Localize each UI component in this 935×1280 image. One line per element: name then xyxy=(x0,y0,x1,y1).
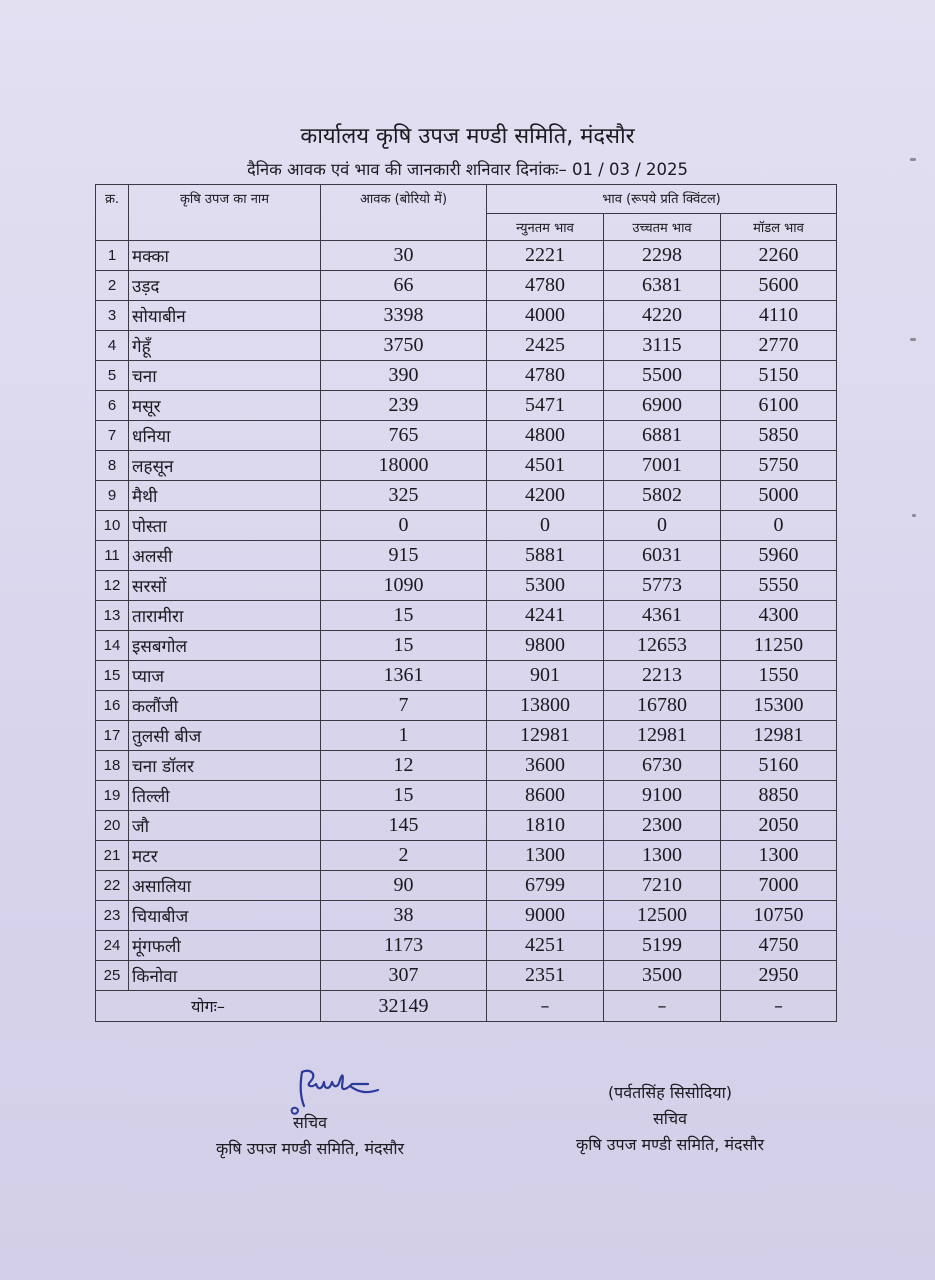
row-crop-name: जौ xyxy=(129,811,321,841)
row-min-price: 9800 xyxy=(487,631,604,661)
total-arrival: 32149 xyxy=(321,991,487,1022)
row-arrival: 325 xyxy=(321,481,487,511)
document-subtitle: दैनिक आवक एवं भाव की जानकारी शनिवार दिनांकः– 01 / 03 / 2025 xyxy=(246,160,689,179)
row-serial: 23 xyxy=(96,901,129,931)
row-modal-price: 1300 xyxy=(721,841,837,871)
row-serial: 3 xyxy=(96,301,129,331)
row-modal-price: 4110 xyxy=(721,301,837,331)
row-min-price: 1300 xyxy=(487,841,604,871)
left-office: कृषि उपज मण्डी समिति, मंदसौर xyxy=(215,1139,405,1158)
row-crop-name: तुलसी बीज xyxy=(129,721,321,751)
row-serial: 5 xyxy=(96,361,129,391)
row-arrival: 12 xyxy=(321,751,487,781)
row-crop-name: गेहूँ xyxy=(129,331,321,361)
row-arrival: 239 xyxy=(321,391,487,421)
row-max-price: 1300 xyxy=(604,841,721,871)
row-arrival: 1090 xyxy=(321,571,487,601)
row-min-price: 9000 xyxy=(487,901,604,931)
row-arrival: 307 xyxy=(321,961,487,991)
row-serial: 21 xyxy=(96,841,129,871)
row-max-price: 4361 xyxy=(604,601,721,631)
row-modal-price: 5550 xyxy=(721,571,837,601)
row-max-price: 12653 xyxy=(604,631,721,661)
right-office: कृषि उपज मण्डी समिति, मंदसौर xyxy=(575,1135,765,1154)
row-max-price: 6900 xyxy=(604,391,721,421)
header-min-price: न्युनतम भाव xyxy=(487,214,604,241)
row-max-price: 5773 xyxy=(604,571,721,601)
row-crop-name: पोस्ता xyxy=(129,511,321,541)
row-crop-name: अलसी xyxy=(129,541,321,571)
table-row xyxy=(96,241,837,271)
row-min-price: 5471 xyxy=(487,391,604,421)
row-serial: 8 xyxy=(96,451,129,481)
row-min-price: 5881 xyxy=(487,541,604,571)
row-max-price: 3115 xyxy=(604,331,721,361)
row-arrival: 7 xyxy=(321,691,487,721)
row-modal-price: 7000 xyxy=(721,871,837,901)
row-crop-name: मैथी xyxy=(129,481,321,511)
row-modal-price: 4300 xyxy=(721,601,837,631)
row-arrival: 1361 xyxy=(321,661,487,691)
total-modal: – xyxy=(721,991,837,1022)
row-serial: 22 xyxy=(96,871,129,901)
row-crop-name: सरसों xyxy=(129,571,321,601)
table-row xyxy=(96,631,837,661)
row-arrival: 145 xyxy=(321,811,487,841)
row-modal-price: 5960 xyxy=(721,541,837,571)
row-arrival: 0 xyxy=(321,511,487,541)
row-serial: 12 xyxy=(96,571,129,601)
row-max-price: 7001 xyxy=(604,451,721,481)
row-serial: 16 xyxy=(96,691,129,721)
row-serial: 14 xyxy=(96,631,129,661)
table-header xyxy=(96,185,837,241)
row-max-price: 5500 xyxy=(604,361,721,391)
row-min-price: 4200 xyxy=(487,481,604,511)
row-modal-price: 2260 xyxy=(721,241,837,271)
paper-speck xyxy=(910,338,916,341)
row-arrival: 765 xyxy=(321,421,487,451)
row-arrival: 90 xyxy=(321,871,487,901)
row-arrival: 38 xyxy=(321,901,487,931)
row-modal-price: 2950 xyxy=(721,961,837,991)
table-row xyxy=(96,901,837,931)
table-row xyxy=(96,661,837,691)
row-min-price: 4251 xyxy=(487,931,604,961)
row-serial: 7 xyxy=(96,421,129,451)
header-arrival: आवक (बोरियो में) xyxy=(321,185,487,241)
row-max-price: 12981 xyxy=(604,721,721,751)
row-min-price: 4780 xyxy=(487,361,604,391)
row-min-price: 901 xyxy=(487,661,604,691)
header-crop-name: कृषि उपज का नाम xyxy=(129,185,321,241)
row-max-price: 12500 xyxy=(604,901,721,931)
row-max-price: 6381 xyxy=(604,271,721,301)
row-serial: 18 xyxy=(96,751,129,781)
row-serial: 15 xyxy=(96,661,129,691)
row-crop-name: लहसून xyxy=(129,451,321,481)
row-crop-name: मूंगफली xyxy=(129,931,321,961)
row-modal-price: 0 xyxy=(721,511,837,541)
row-serial: 13 xyxy=(96,601,129,631)
row-max-price: 2300 xyxy=(604,811,721,841)
row-serial: 11 xyxy=(96,541,129,571)
row-serial: 1 xyxy=(96,241,129,271)
right-signature-block xyxy=(520,1080,820,1158)
table-row xyxy=(96,841,837,871)
row-modal-price: 12981 xyxy=(721,721,837,751)
row-max-price: 16780 xyxy=(604,691,721,721)
row-max-price: 6881 xyxy=(604,421,721,451)
table-row xyxy=(96,481,837,511)
row-min-price: 5300 xyxy=(487,571,604,601)
row-crop-name: मटर xyxy=(129,841,321,871)
row-min-price: 2351 xyxy=(487,961,604,991)
table-row xyxy=(96,601,837,631)
row-max-price: 9100 xyxy=(604,781,721,811)
row-modal-price: 5750 xyxy=(721,451,837,481)
row-min-price: 4780 xyxy=(487,271,604,301)
row-min-price: 1810 xyxy=(487,811,604,841)
header-price-group: भाव (रूपये प्रति क्विंटल) xyxy=(487,185,837,214)
row-max-price: 2213 xyxy=(604,661,721,691)
total-min: – xyxy=(487,991,604,1022)
left-signature-block xyxy=(160,1110,460,1162)
row-min-price: 4501 xyxy=(487,451,604,481)
header-max-price: उच्चतम भाव xyxy=(604,214,721,241)
row-crop-name: चियाबीज xyxy=(129,901,321,931)
handwritten-signature xyxy=(290,1058,390,1118)
row-modal-price: 6100 xyxy=(721,391,837,421)
total-max: – xyxy=(604,991,721,1022)
row-modal-price: 5600 xyxy=(721,271,837,301)
row-crop-name: असालिया xyxy=(129,871,321,901)
row-arrival: 30 xyxy=(321,241,487,271)
row-crop-name: धनिया xyxy=(129,421,321,451)
table-body xyxy=(96,241,837,991)
table-row xyxy=(96,511,837,541)
row-arrival: 2 xyxy=(321,841,487,871)
header-modal-price: मॉडल भाव xyxy=(721,214,837,241)
row-min-price: 0 xyxy=(487,511,604,541)
row-max-price: 3500 xyxy=(604,961,721,991)
row-modal-price: 5850 xyxy=(721,421,837,451)
table-row xyxy=(96,781,837,811)
table-row xyxy=(96,571,837,601)
table-row xyxy=(96,871,837,901)
table-row xyxy=(96,751,837,781)
row-max-price: 2298 xyxy=(604,241,721,271)
row-arrival: 1173 xyxy=(321,931,487,961)
row-min-price: 6799 xyxy=(487,871,604,901)
table-row xyxy=(96,271,837,301)
table-row xyxy=(96,391,837,421)
paper-speck xyxy=(910,158,916,161)
row-crop-name: इसबगोल xyxy=(129,631,321,661)
row-serial: 6 xyxy=(96,391,129,421)
table-row xyxy=(96,541,837,571)
row-serial: 19 xyxy=(96,781,129,811)
header-serial: क्र. xyxy=(96,185,129,241)
row-modal-price: 15300 xyxy=(721,691,837,721)
price-table xyxy=(95,184,837,1022)
total-label: योगः– xyxy=(96,991,321,1022)
row-crop-name: मसूर xyxy=(129,391,321,421)
right-signatory-name: (पर्वतसिंह सिसोदिया) xyxy=(607,1083,733,1102)
row-modal-price: 10750 xyxy=(721,901,837,931)
row-crop-name: तारामीरा xyxy=(129,601,321,631)
row-min-price: 4000 xyxy=(487,301,604,331)
row-min-price: 8600 xyxy=(487,781,604,811)
row-serial: 9 xyxy=(96,481,129,511)
row-serial: 17 xyxy=(96,721,129,751)
row-max-price: 6031 xyxy=(604,541,721,571)
table-row xyxy=(96,451,837,481)
row-serial: 20 xyxy=(96,811,129,841)
row-min-price: 4241 xyxy=(487,601,604,631)
row-arrival: 18000 xyxy=(321,451,487,481)
row-arrival: 66 xyxy=(321,271,487,301)
row-serial: 2 xyxy=(96,271,129,301)
table-row xyxy=(96,331,837,361)
row-min-price: 4800 xyxy=(487,421,604,451)
row-modal-price: 1550 xyxy=(721,661,837,691)
table-row xyxy=(96,811,837,841)
row-modal-price: 2050 xyxy=(721,811,837,841)
row-crop-name: किनोवा xyxy=(129,961,321,991)
row-serial: 10 xyxy=(96,511,129,541)
row-arrival: 15 xyxy=(321,631,487,661)
table-row xyxy=(96,961,837,991)
row-min-price: 13800 xyxy=(487,691,604,721)
row-max-price: 5802 xyxy=(604,481,721,511)
row-crop-name: चना xyxy=(129,361,321,391)
row-serial: 24 xyxy=(96,931,129,961)
row-min-price: 2221 xyxy=(487,241,604,271)
paper-speck xyxy=(912,514,916,517)
row-crop-name: कलौंजी xyxy=(129,691,321,721)
row-serial: 4 xyxy=(96,331,129,361)
row-crop-name: तिल्ली xyxy=(129,781,321,811)
row-crop-name: मक्का xyxy=(129,241,321,271)
row-max-price: 5199 xyxy=(604,931,721,961)
row-max-price: 4220 xyxy=(604,301,721,331)
row-min-price: 12981 xyxy=(487,721,604,751)
row-arrival: 15 xyxy=(321,601,487,631)
row-arrival: 15 xyxy=(321,781,487,811)
left-designation: सचिव xyxy=(292,1113,328,1132)
table-row xyxy=(96,931,837,961)
row-min-price: 2425 xyxy=(487,331,604,361)
row-min-price: 3600 xyxy=(487,751,604,781)
row-modal-price: 2770 xyxy=(721,331,837,361)
row-arrival: 1 xyxy=(321,721,487,751)
row-crop-name: उड़द xyxy=(129,271,321,301)
row-crop-name: प्याज xyxy=(129,661,321,691)
document-title: कार्यालय कृषि उपज मण्डी समिति, मंदसौर xyxy=(300,124,635,149)
row-arrival: 390 xyxy=(321,361,487,391)
table-row xyxy=(96,691,837,721)
row-max-price: 6730 xyxy=(604,751,721,781)
row-arrival: 3750 xyxy=(321,331,487,361)
row-crop-name: सोयाबीन xyxy=(129,301,321,331)
table-row xyxy=(96,301,837,331)
total-row xyxy=(96,991,837,1022)
row-modal-price: 8850 xyxy=(721,781,837,811)
row-modal-price: 5000 xyxy=(721,481,837,511)
row-arrival: 915 xyxy=(321,541,487,571)
row-arrival: 3398 xyxy=(321,301,487,331)
row-modal-price: 11250 xyxy=(721,631,837,661)
row-modal-price: 4750 xyxy=(721,931,837,961)
row-max-price: 0 xyxy=(604,511,721,541)
table-row xyxy=(96,361,837,391)
right-designation: सचिव xyxy=(652,1109,688,1128)
row-max-price: 7210 xyxy=(604,871,721,901)
table-row xyxy=(96,721,837,751)
row-crop-name: चना डॉलर xyxy=(129,751,321,781)
row-serial: 25 xyxy=(96,961,129,991)
row-modal-price: 5150 xyxy=(721,361,837,391)
row-modal-price: 5160 xyxy=(721,751,837,781)
table-row xyxy=(96,421,837,451)
